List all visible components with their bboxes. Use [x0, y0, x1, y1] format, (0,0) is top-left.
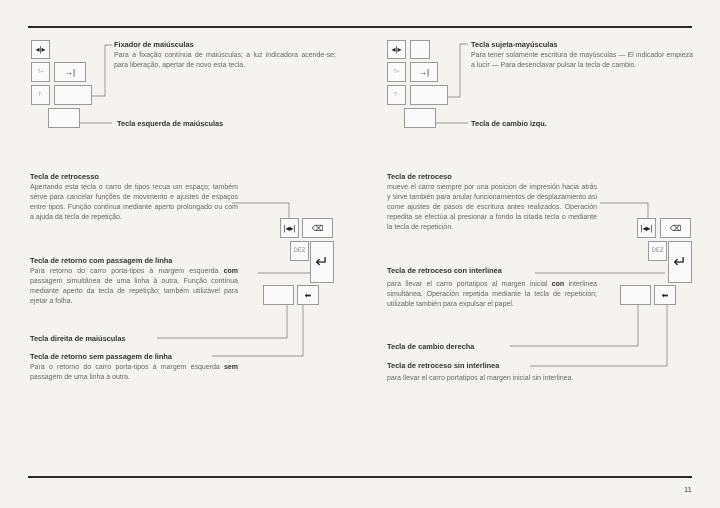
t-plus-key: T+	[31, 62, 50, 82]
blank-key	[410, 85, 448, 105]
carriage-return-key: ⬅	[297, 285, 319, 305]
text: interlinea simultánea. Operación repetida mediante la tecla de repetición; utilizable también para expulsar el papel.	[387, 281, 598, 308]
heading: Tecla de retrocesso	[30, 172, 99, 181]
heading: Tecla direita de maiúsculas	[30, 334, 126, 343]
paragraph	[30, 267, 238, 307]
right-shift-key	[263, 285, 294, 305]
left-shift-key	[48, 108, 80, 128]
text: passagem simultânea de uma linha à outra. Função contínua mediante aperto da tecla de repetição; também utilizável para ejetar a folha.	[30, 278, 238, 305]
dez-key: DEZ	[648, 241, 667, 261]
heading: Tecla de retorno com passagem de linha	[30, 256, 173, 265]
shift-lock-key: ◂|▸	[31, 40, 50, 59]
paragraph: Apertando esta tecla o carro de tipos recua um espaço; também serve para cancelar funções de movimento e ajustes de espaços entre tipos. Função contínua mediante aperto prolongado ou com a ajuda da tecla de repetição.	[30, 184, 238, 221]
paragraph: Para tener solamente escritura de mayúsculas — El indicador empieza a lucir — Para desenclavar pulsar la tecla de cambio.	[471, 52, 693, 69]
right-shift-key	[620, 285, 651, 305]
heading: Tecla de cambio izqu.	[471, 119, 547, 128]
paragraph: para llevar el carro portatipos al margen inicial sin interlinea.	[387, 375, 574, 382]
blank-key	[54, 85, 92, 105]
paragraph	[30, 363, 238, 383]
backspace-key: |◂▸|	[637, 218, 656, 238]
heading: Fixador de maiúsculas	[114, 40, 194, 49]
text: Para o retorno do carro porta-tipos à margem esquerda	[30, 364, 224, 371]
t-minus-key: T-	[31, 85, 50, 105]
heading: Tecla de retroceso sin interlinea	[387, 361, 500, 370]
tab-key: →|	[410, 62, 438, 82]
t-minus-key: T-	[387, 85, 406, 105]
blank-key	[410, 40, 430, 59]
paragraph: Para a fixação contínua de maiúsculas; a luz indicadora acende-se; para liberação, apertar de novo esta tecla.	[114, 52, 336, 69]
heading: Tecla sujeta-mayúsculas	[471, 40, 558, 49]
bold-text: sem	[223, 364, 238, 371]
paragraph	[387, 280, 597, 310]
bold-text: com	[223, 268, 238, 275]
carriage-return-key: ⬅	[654, 285, 676, 305]
text: passagem de uma linha à outra.	[30, 374, 131, 381]
return-key: ↵	[310, 241, 334, 283]
bold-text: con	[551, 281, 565, 288]
heading: Tecla de cambio derecha	[387, 342, 475, 351]
t-plus-key: T+	[387, 62, 406, 82]
dez-key: DEZ	[290, 241, 309, 261]
text: para llevar el carro portatipos al margen inicial	[387, 281, 552, 288]
left-shift-key	[404, 108, 436, 128]
erase-key: ⌫	[302, 218, 333, 238]
erase-key: ⌫	[660, 218, 691, 238]
paragraph: mueve el carro siempre por una posicion de impresión hacia atrás y sirve también para anular funcionamientos de desplazamiento asi come ajustes de pasos de escritura antes realizados. Operación repedita se efectúa al presionar a fondo la citada tecla o mediante la tecla de repetición.	[387, 184, 597, 231]
heading: Tecla de retroceso	[387, 172, 452, 181]
heading: Tecla de retorno sem passagem de linha	[30, 352, 172, 361]
heading: Tecla esquerda de maiúsculas	[117, 119, 224, 128]
tab-key: →|	[54, 62, 86, 82]
backspace-key: |◂▸|	[280, 218, 299, 238]
shift-lock-key: ◂|▸	[387, 40, 406, 59]
return-key: ↵	[668, 241, 692, 283]
text: Para retorno do carro porta-tipos à margem esquerda	[30, 268, 224, 275]
page-number: 11	[684, 485, 692, 494]
heading: Tecla de retroceso con interlinea	[387, 266, 502, 275]
